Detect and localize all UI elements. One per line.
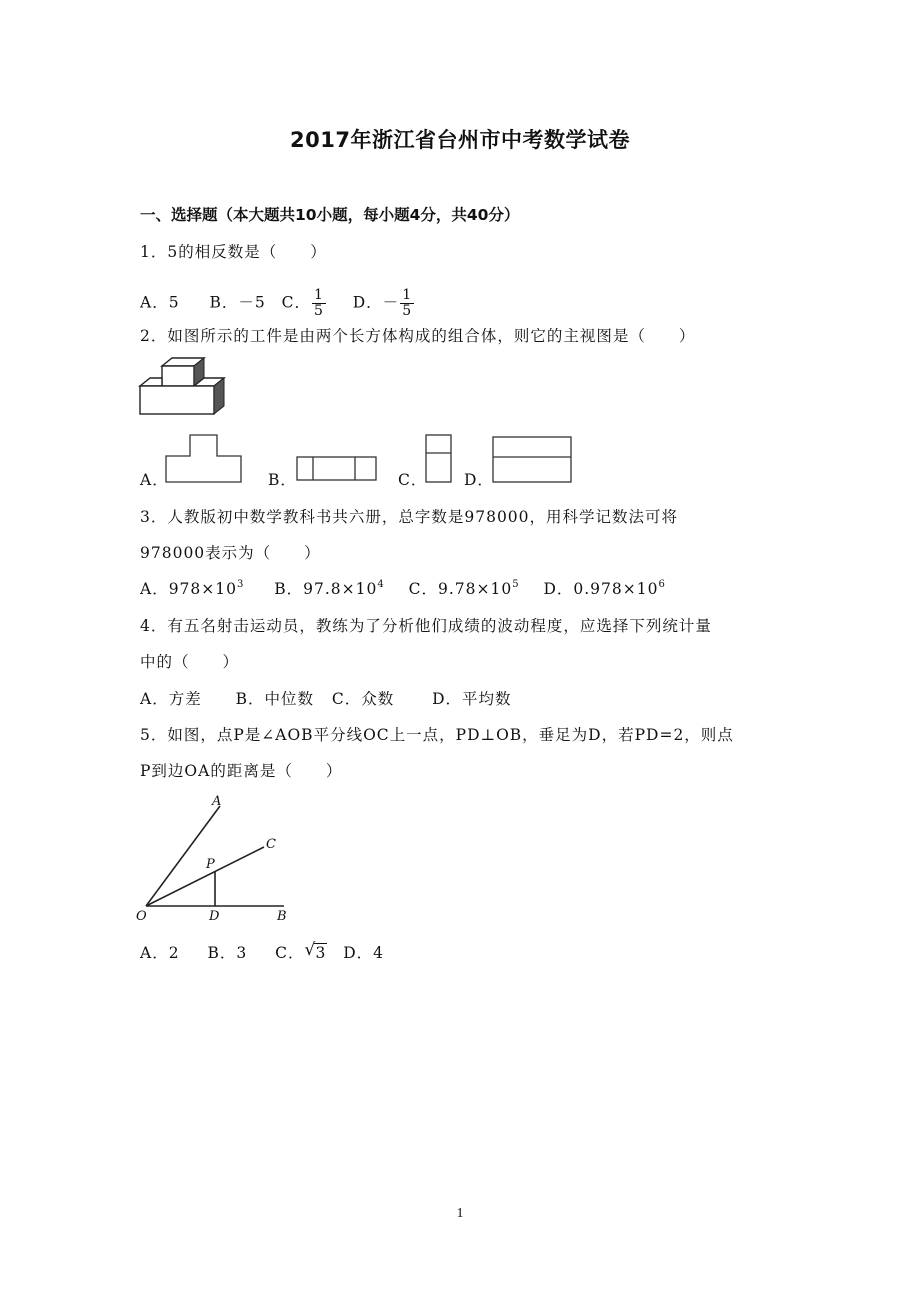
q3-option-c: C．$9.78\times 10^5$ — [408, 579, 520, 598]
q2-option-c-label: C． — [398, 471, 428, 489]
q2-option-b-label: B． — [268, 471, 297, 489]
question-3-stem-line1: 3．人教版初中数学教科书共六册，总字数是978000，用科学记数法可将 — [140, 508, 679, 526]
q2-option-a-label: A． — [140, 471, 169, 489]
q5-label-o: O — [136, 909, 147, 924]
question-5-options — [140, 941, 384, 963]
section-heading: 一、选择题（本大题共10小题，每小题4分，共40分） — [140, 206, 520, 224]
q2-option-d-figure — [492, 436, 574, 484]
q1-option-c-label: C． — [281, 293, 311, 312]
q3-option-a: A．$978\times 10^3$ — [140, 579, 245, 598]
page-number: 1 — [456, 1206, 464, 1221]
q5-option-c-sqrt: √ 3 — [304, 940, 327, 962]
q1-option-b: B．－5 — [209, 293, 266, 312]
question-5-stem-line2: P到边OA的距离是（ ） — [140, 762, 343, 780]
question-1-stem: 1．5的相反数是（ ） — [140, 243, 327, 261]
q5-angle-figure — [134, 790, 294, 925]
q5-label-a: A — [212, 794, 222, 809]
question-4-stem-line1: 4．有五名射击运动员，教练为了分析他们成绩的波动程度，应选择下列统计量 — [140, 617, 712, 635]
q5-label-p: P — [206, 857, 215, 872]
q1-option-c-fraction: $\frac{1}{5}$ — [313, 287, 324, 319]
question-4-options — [140, 687, 512, 709]
q5-option-c-label: C． — [275, 944, 305, 962]
q3-option-b: B．$97.8\times 10^4$ — [274, 579, 385, 598]
question-3-stem-line2: 978000表示为（ ） — [140, 544, 321, 562]
q3-option-d: D．$0.978\times 10^6$ — [543, 579, 666, 598]
question-5-stem-line1: 5．如图，点P是∠AOB平分线OC上一点，PD⊥OB，垂足为D，若PD=2，则点 — [140, 726, 734, 744]
q5-option-b: B．3 — [207, 944, 248, 962]
q5-label-c: C — [266, 837, 276, 852]
q2-solid-figure — [138, 354, 230, 418]
q5-label-b: B — [277, 909, 287, 924]
page-title: 2017年浙江省台州市中考数学试卷 — [290, 128, 630, 152]
question-2-stem: 2．如图所示的工件是由两个长方体构成的组合体，则它的主视图是（ ） — [140, 327, 696, 345]
q5-option-d: D．4 — [343, 944, 384, 962]
q2-option-b-figure — [296, 456, 378, 482]
q4-option-a: A．方差 — [140, 690, 202, 708]
q4-option-b: B．中位数 — [235, 690, 314, 708]
q2-option-d-label: D． — [464, 471, 494, 489]
question-3-options — [140, 577, 666, 599]
q1-option-a: A．5 — [140, 293, 180, 312]
q4-option-c: C．众数 — [331, 690, 395, 708]
q5-option-a: A．2 — [140, 944, 180, 962]
q1-option-d-fraction: $\frac{1}{5}$ — [402, 287, 413, 319]
q2-option-c-figure — [425, 434, 453, 484]
q1-option-d-label: D．－ — [352, 293, 400, 312]
question-4-stem-line2: 中的（ ） — [140, 653, 240, 671]
q2-option-a-figure — [165, 434, 243, 484]
q5-label-d: D — [209, 909, 220, 924]
q4-option-d: D．平均数 — [432, 690, 512, 708]
question-1-options — [140, 288, 415, 319]
